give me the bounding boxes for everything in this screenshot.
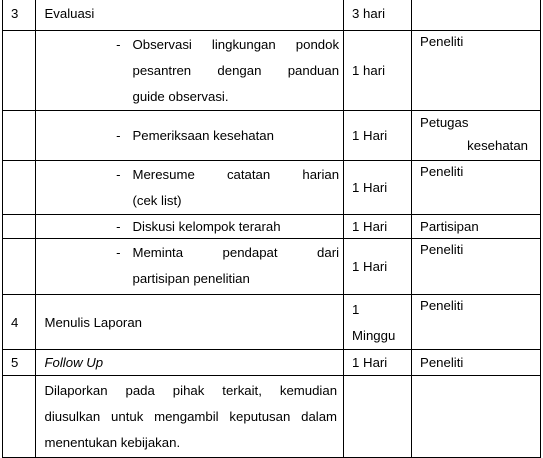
list-item [36,32,343,110]
list-item [36,123,343,149]
paragraph-line: menentukan kebijakan. [44,435,181,450]
row-number: 3 [3,0,36,31]
paragraph-line: Dilaporkan pada pihak terkait, kemudian [44,383,338,398]
activity-cell [36,239,344,295]
pj-cell: Peneliti [412,31,541,111]
activity-cell: Menulis Laporan [36,295,344,350]
pj-line: kesehatan [467,138,528,153]
activity-line: Observasi lingkungan pondok [132,37,340,52]
table-row [3,239,541,295]
time-cell [344,295,412,350]
activity-cell: Follow Up [36,350,344,376]
row-number [3,239,36,295]
pj-cell: Partisipan [412,215,541,239]
pj-cell: Peneliti [412,239,541,295]
activity-line: Meresume catatan harian [132,167,340,182]
activity-cell [36,161,344,215]
time-cell: 1 Hari [344,215,412,239]
table-row [3,376,541,458]
time-cell: 1 hari [344,31,412,111]
table-row [3,161,541,215]
time-cell [344,376,412,458]
pj-cell [412,111,541,161]
list-item [36,240,343,292]
row-number [3,161,36,215]
table-row [3,295,541,350]
list-item [36,217,343,237]
time-cell: 1 Hari [344,239,412,295]
activity-line: partisipan penelitian [132,271,250,286]
paragraph-line: diusulkan untuk mengambil keputusan dalam [44,409,338,424]
pj-cell: Peneliti [412,350,541,376]
pj-cell [412,376,541,458]
row-number [3,215,36,239]
activity-line: Diskusi kelompok terarah [132,218,281,234]
table-row [3,215,541,239]
bullet-dash: - [116,37,121,52]
activity-cell: Evaluasi [36,0,344,31]
activity-line: guide observasi. [132,89,229,104]
row-number [3,111,36,161]
time-cell: 1 Hari [344,161,412,215]
row-number [3,31,36,111]
time-line: Minggu [352,328,396,343]
time-cell: 1 Hari [344,111,412,161]
list-item [36,162,343,214]
activity-line: pesantren dengan panduan [132,63,340,78]
activity-cell [36,376,344,458]
table-row [3,0,541,31]
pj-cell: Peneliti [412,161,541,215]
pj-line: Petugas [420,115,469,130]
time-line: 1 [352,302,360,317]
bullet-dash: - [116,167,121,182]
row-number [3,376,36,458]
table-row [3,111,541,161]
pj-cell: Peneliti [412,295,541,350]
bullet-dash: - [116,218,121,234]
activity-cell [36,111,344,161]
time-cell: 3 hari [344,0,412,31]
table-row [3,31,541,111]
activity-cell [36,31,344,111]
pj-cell [412,0,541,31]
activity-line: Meminta pendapat dari [132,245,340,260]
row-number: 4 [3,295,36,350]
row-number: 5 [3,350,36,376]
bullet-dash: - [116,245,121,260]
activity-line: Pemeriksaan kesehatan [132,127,274,143]
schedule-table [2,0,541,458]
table-row [3,350,541,376]
time-cell: 1 Hari [344,350,412,376]
activity-cell [36,215,344,239]
bullet-dash: - [116,127,121,143]
activity-line: (cek list) [132,193,182,208]
